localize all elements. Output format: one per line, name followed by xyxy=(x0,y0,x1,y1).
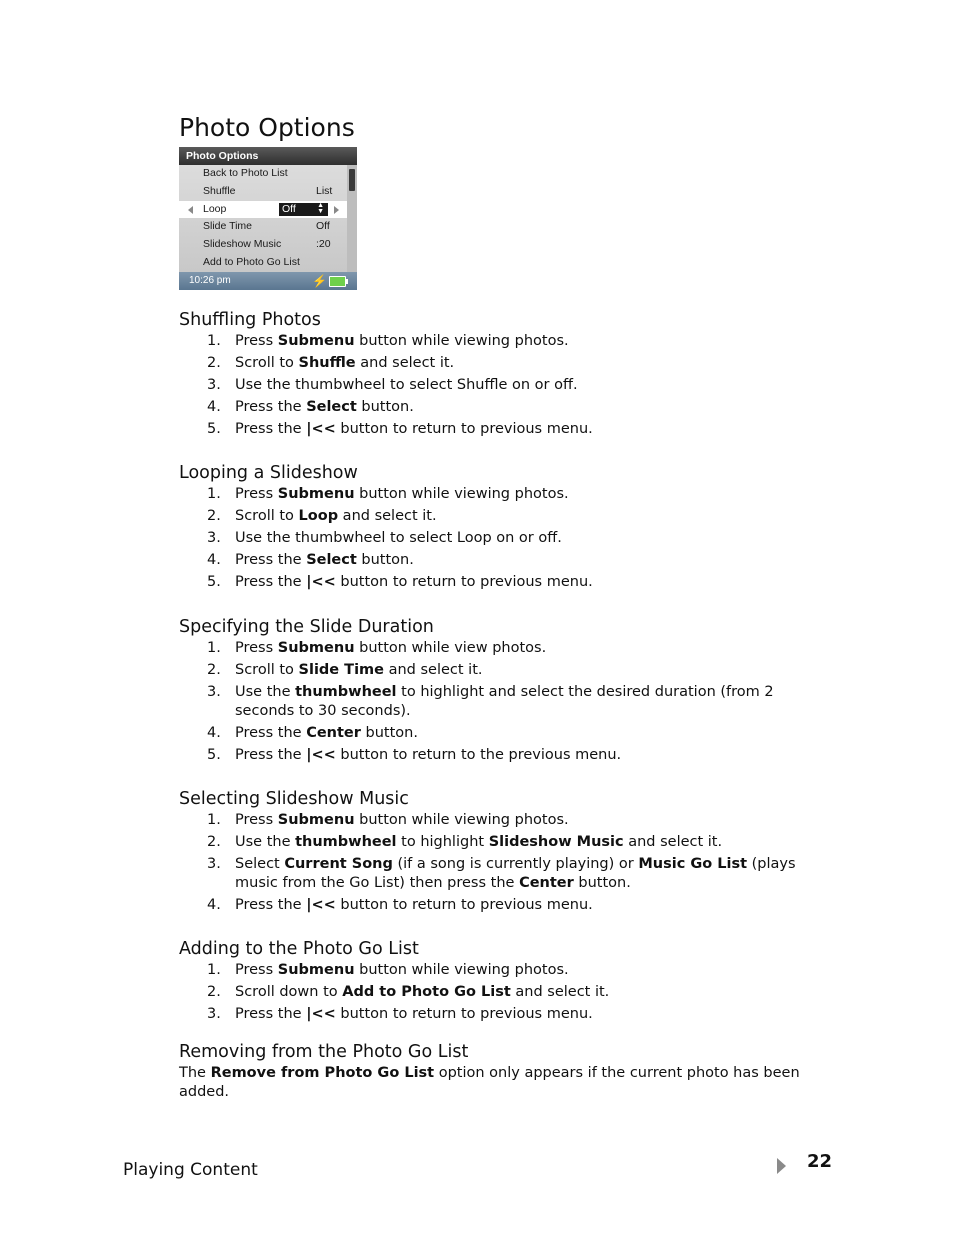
steps-list xyxy=(179,485,829,592)
step-item: 5. Press the |<< button to return to the previous menu. xyxy=(207,747,622,763)
step-number: 4. xyxy=(207,725,221,741)
device-menu-item-selected xyxy=(179,201,347,219)
device-menu-item xyxy=(179,236,347,254)
bold-term: Submenu xyxy=(277,486,355,502)
section-looping-slideshow xyxy=(179,461,829,595)
device-status-time: 10:26 pm xyxy=(189,275,231,286)
device-menu-item-label: Slide Time xyxy=(203,220,253,233)
section-adding-go-list xyxy=(179,937,829,1027)
device-menu-item-value: Off xyxy=(282,202,296,215)
step-item: 3. Press the |<< button to return to previous menu. xyxy=(207,1006,593,1022)
device-menu-item-value: List xyxy=(316,184,333,197)
bold-term: Music Go List xyxy=(638,856,748,872)
battery-icon xyxy=(329,276,346,287)
steps-list xyxy=(179,811,829,915)
section-heading: Selecting Slideshow Music xyxy=(179,789,409,809)
step-number: 2. xyxy=(207,984,221,1000)
steps-list xyxy=(179,639,829,765)
step-number: 2. xyxy=(207,834,221,850)
step-item: 4. Press the Center button. xyxy=(207,725,418,741)
bold-term: Add to Photo Go List xyxy=(342,984,511,1000)
bold-term: |<< xyxy=(306,574,336,590)
step-item: 4. Press the Select button. xyxy=(207,399,414,415)
bold-term: Current Song xyxy=(284,856,393,872)
section-shuffling-photos xyxy=(179,308,829,442)
step-number: 3. xyxy=(207,377,221,393)
bold-term: |<< xyxy=(306,747,336,763)
step-item: 4. Press the Select button. xyxy=(207,552,414,568)
step-number: 4. xyxy=(207,399,221,415)
step-number: 4. xyxy=(207,552,221,568)
device-status-bar xyxy=(179,272,357,290)
step-number: 5. xyxy=(207,574,221,590)
step-number: 5. xyxy=(207,747,221,763)
step-number: 3. xyxy=(207,684,221,700)
step-number: 1. xyxy=(207,962,221,978)
device-menu-item-label: Loop xyxy=(203,202,227,215)
footer-arrow-icon xyxy=(777,1158,786,1174)
step-number: 2. xyxy=(207,508,221,524)
device-menu xyxy=(179,165,347,272)
bold-term: Shuffle xyxy=(298,355,356,371)
page-title: Photo Options xyxy=(179,113,355,142)
step-item: 5. Press the |<< button to return to previous menu. xyxy=(207,574,593,590)
bold-term: thumbwheel xyxy=(295,834,397,850)
step-item: 1. Press Submenu button while view photos. xyxy=(207,640,547,656)
device-menu-item-label: Slideshow Music xyxy=(203,238,282,251)
step-number: 3. xyxy=(207,530,221,546)
step-item: 2. Scroll to Loop and select it. xyxy=(207,508,437,524)
step-number: 2. xyxy=(207,355,221,371)
bold-term: Center xyxy=(519,875,574,891)
step-item: 2. Scroll to Shuffle and select it. xyxy=(207,355,455,371)
step-number: 4. xyxy=(207,897,221,913)
bold-term: Center xyxy=(306,725,361,741)
device-menu-item-value: Off xyxy=(316,220,330,233)
step-item: 3. Use the thumbwheel to select Loop on or off. xyxy=(207,530,562,546)
device-scrollbar-thumb xyxy=(349,169,355,191)
bold-term: Slideshow Music xyxy=(488,834,624,850)
right-arrow-icon xyxy=(334,206,339,214)
spinner-icon: ▲ ▼ xyxy=(317,201,324,216)
bold-term: Remove from Photo Go List xyxy=(210,1065,435,1081)
device-menu-item-label: Add to Photo Go List xyxy=(203,256,300,268)
bold-term: |<< xyxy=(306,421,336,437)
step-number: 2. xyxy=(207,662,221,678)
bold-term: Select xyxy=(306,552,357,568)
device-value-selector xyxy=(279,203,328,216)
device-screen-header: Photo Options xyxy=(179,147,357,165)
device-menu-item xyxy=(179,254,347,272)
step-number: 3. xyxy=(207,1006,221,1022)
bolt-icon: ⚡ xyxy=(312,274,327,288)
bold-term: Slide Time xyxy=(298,662,384,678)
device-menu-item-label: Shuffle xyxy=(203,184,236,197)
device-screenshot xyxy=(179,147,357,290)
section-heading: Shuffling Photos xyxy=(179,310,321,330)
step-number: 3. xyxy=(207,856,221,872)
device-menu-item xyxy=(179,165,347,183)
step-number: 1. xyxy=(207,486,221,502)
device-scrollbar xyxy=(347,165,357,272)
bold-term: |<< xyxy=(306,897,336,913)
step-item: 3. Use the thumbwheel to select Shuffle on or off. xyxy=(207,377,578,393)
bold-term: Submenu xyxy=(277,962,355,978)
step-item: 2. Use the thumbwheel to highlight Slideshow Music and select it. xyxy=(207,834,723,850)
section-removing-go-list xyxy=(179,1040,829,1102)
bold-term: |<< xyxy=(306,1006,336,1022)
step-number: 1. xyxy=(207,812,221,828)
section-paragraph: The Remove from Photo Go List option only appears if the current photo has been added. xyxy=(179,1065,800,1100)
footer-label: Playing Content xyxy=(123,1160,258,1180)
steps-list xyxy=(179,332,829,439)
step-item: 1. Press Submenu button while viewing photos. xyxy=(207,333,569,349)
bold-term: Loop xyxy=(298,508,339,524)
step-item: 2. Scroll to Slide Time and select it. xyxy=(207,662,483,678)
device-menu-item xyxy=(179,183,347,201)
bold-term: thumbwheel xyxy=(295,684,397,700)
bold-term: Submenu xyxy=(277,640,355,656)
bold-term: Select xyxy=(306,399,357,415)
step-item: 3. Select Current Song (if a song is currently playing) or Music Go List (plays music from the Go List) then press the Center button. xyxy=(207,856,796,891)
step-item: 1. Press Submenu button while viewing photos. xyxy=(207,486,569,502)
step-item: 4. Press the |<< button to return to previous menu. xyxy=(207,897,593,913)
step-number: 5. xyxy=(207,421,221,437)
section-slide-duration xyxy=(179,615,829,768)
section-slideshow-music xyxy=(179,787,829,918)
step-item: 3. Use the thumbwheel to highlight and select the desired duration (from 2 seconds to 30 seconds). xyxy=(207,684,774,719)
step-item: 2. Scroll down to Add to Photo Go List and select it. xyxy=(207,984,610,1000)
section-heading: Looping a Slideshow xyxy=(179,463,358,483)
steps-list xyxy=(179,961,829,1024)
step-item: 1. Press Submenu button while viewing photos. xyxy=(207,962,569,978)
section-heading: Specifying the Slide Duration xyxy=(179,617,434,637)
section-heading: Adding to the Photo Go List xyxy=(179,939,419,959)
step-item: 1. Press Submenu button while viewing photos. xyxy=(207,812,569,828)
step-number: 1. xyxy=(207,640,221,656)
bold-term: Submenu xyxy=(277,812,355,828)
page-number: 22 xyxy=(807,1151,833,1172)
step-number: 1. xyxy=(207,333,221,349)
device-menu-item-value: :20 xyxy=(316,238,331,251)
bold-term: Submenu xyxy=(277,333,355,349)
device-menu-item xyxy=(179,218,347,236)
section-heading: Removing from the Photo Go List xyxy=(179,1042,469,1062)
left-arrow-icon xyxy=(188,206,193,214)
device-menu-item-label: Back to Photo List xyxy=(203,167,288,179)
step-item: 5. Press the |<< button to return to previous menu. xyxy=(207,421,593,437)
